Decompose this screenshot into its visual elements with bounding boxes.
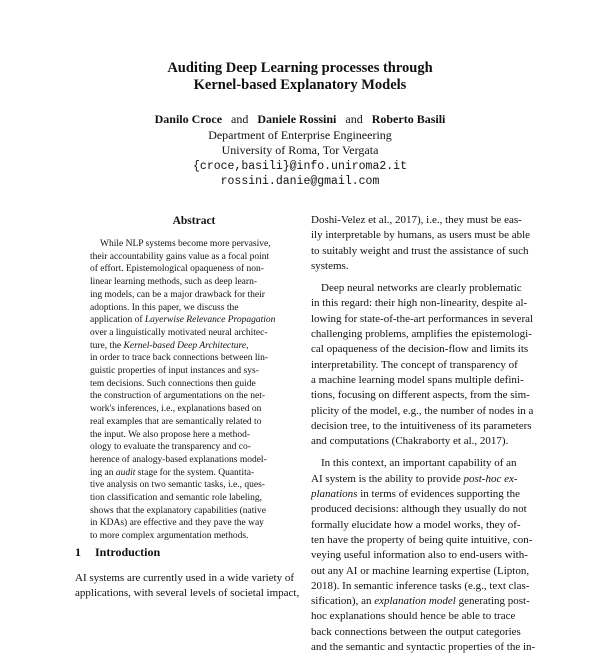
term-audit: audit — [115, 467, 136, 478]
abstract-line: ing models, can be a major drawback for their — [90, 289, 265, 300]
abstract-line: in order to trace back connections between lin- — [90, 353, 269, 364]
abstract-line: the input. We also propose here a method- — [90, 429, 250, 440]
text-line: in this regard: their high non-linearity, despite al- — [311, 297, 528, 310]
text-line: formally elucidate how a model works, they of- — [311, 518, 521, 531]
abstract-text: ture, the — [90, 340, 124, 351]
text-segment: generating post- — [455, 595, 530, 608]
author-conjunction: and — [231, 112, 249, 126]
abstract-line: to more complex argumentation methods. — [90, 531, 249, 542]
affiliation-department: Department of Enterprise Engineering — [208, 127, 392, 142]
abstract-line: work's inferences, i.e., explanations based on — [90, 404, 262, 415]
term-post-hoc: post-hoc ex- — [463, 472, 518, 485]
term-explanation-model: explanation model — [374, 595, 456, 608]
paragraph — [311, 213, 537, 274]
intro-line: AI systems are currently used in a wide variety of — [75, 572, 295, 584]
text-segment: in terms of evidences supporting the — [357, 488, 520, 501]
abstract-line: linear learning methods, such as deep learn- — [90, 277, 257, 288]
text-line: In this context, an important capability of an — [321, 457, 517, 470]
text-line — [311, 594, 537, 609]
email-rossini: rossini.danie@gmail.com — [220, 175, 380, 188]
text-line: challenging problems, amplifies the epistemologi- — [311, 328, 532, 341]
text-segment: sification), an — [311, 595, 375, 608]
abstract-line — [90, 467, 300, 480]
section-title: Introduction — [95, 545, 161, 559]
author-croce: Danilo Croce — [154, 112, 223, 126]
section-number: 1 — [75, 545, 81, 559]
text-line: veying useful information also to end-users with- — [311, 549, 528, 562]
text-line — [311, 472, 537, 487]
abstract-line: of effort. Epistemological opaqueness of non- — [90, 264, 264, 275]
abstract-line: herence of analogy-based explanations model- — [90, 454, 267, 465]
text-line: ten have the property of being quite intuitive, con- — [311, 533, 533, 546]
text-line — [311, 487, 537, 502]
text-line: Deep neural networks are clearly problematic — [321, 282, 522, 295]
text-line: tions, focusing on different aspects, from the sim- — [311, 389, 530, 402]
text-line: interpretability. The concept of transparency of — [311, 358, 518, 371]
paper-title — [0, 60, 600, 94]
text-line: decision tree, to the intuitiveness of its parameters — [311, 419, 532, 432]
abstract-line: adoptions. In this paper, we discuss the — [90, 302, 239, 313]
text-line: lowing for state-of-the-art performances in several — [311, 312, 534, 325]
abstract-heading: Abstract — [172, 215, 216, 227]
abstract-line: tion classification and semantic role labeling, — [90, 493, 263, 504]
abstract-line: tive analysis on two semantic tasks, i.e., ques- — [90, 480, 265, 491]
paragraph — [311, 456, 537, 655]
text-segment: AI system is the ability to provide — [311, 472, 464, 485]
abstract-body — [90, 238, 300, 543]
abstract-line — [90, 340, 300, 353]
text-line: out any AI or machine learning expertise (Lipton, — [311, 564, 530, 577]
abstract-line: guistic properties of input instances and sys- — [90, 366, 259, 377]
abstract-line: over a linguistically motivated neural architec- — [90, 327, 268, 338]
text-line: and the semantic and syntactic properties of the in- — [311, 641, 536, 654]
term-kda: Kernel-based Deep Architecture — [123, 340, 247, 351]
abstract-line: While NLP systems become more pervasive, — [100, 239, 271, 249]
abstract-line: in KDAs) are effective and they pave the way — [90, 518, 264, 529]
intro-line: applications, with several levels of societal impact, — [75, 587, 300, 599]
paragraph — [311, 281, 537, 449]
text-line: Doshi-Velez et al., 2017), i.e., they must be eas- — [311, 214, 522, 226]
abstract-line: their accountability gains value as a focal point — [90, 251, 270, 262]
text-line: to suitably weight and trust the assistance of such — [311, 244, 529, 257]
abstract-text: application of — [90, 315, 145, 326]
author-conjunction: and — [345, 112, 363, 126]
abstract-line: the construction of argumentations on the net- — [90, 391, 266, 402]
text-line: ily interpretable by humans, as users must be able — [311, 229, 531, 242]
text-line: a machine learning model spans multiple defini- — [311, 373, 524, 386]
text-line: plicity of the model, e.g., the number of nodes in a — [311, 404, 534, 417]
text-line: and computations (Chakraborty et al., 2017). — [311, 435, 509, 448]
abstract-text: , — [246, 340, 249, 351]
text-line: hoc explanations should hence be able to trace — [311, 610, 516, 623]
abstract-line: tem decisions. Such connections then guide — [90, 378, 256, 389]
term-lrp: Layerwise Relevance Propagation — [144, 315, 276, 326]
abstract-line: ology to evaluate the transparency and co- — [90, 442, 251, 453]
author-basili: Roberto Basili — [371, 112, 446, 126]
affiliation-university: University of Roma, Tor Vergata — [221, 143, 379, 157]
abstract-text: ing an — [90, 467, 116, 478]
abstract-line: shows that the explanatory capabilities (native — [90, 505, 266, 516]
title-line-1: Auditing Deep Learning processes through — [167, 60, 433, 76]
author-block — [0, 112, 600, 190]
text-line: 2018). In semantic inference tasks (e.g., text clas- — [311, 579, 530, 592]
right-column — [311, 213, 537, 662]
title-line-2: Kernel-based Explanatory Models — [193, 77, 407, 93]
text-line: systems. — [311, 259, 349, 272]
abstract-line — [90, 314, 300, 327]
abstract-line: real examples that are semantically related to — [90, 416, 262, 427]
section-heading-introduction — [75, 545, 160, 560]
author-rossini: Daniele Rossini — [257, 112, 337, 126]
text-line: back connections between the output categories — [311, 625, 521, 638]
author-names — [0, 112, 600, 128]
term-post-hoc-cont: planations — [311, 488, 358, 501]
text-line: cal opaqueness of the decision-flow and limits its — [311, 343, 529, 356]
abstract-text: stage for the system. Quantita- — [137, 467, 255, 478]
introduction-body — [75, 571, 305, 601]
text-line: produced decisions: although they usually do not — [311, 503, 527, 516]
email-group: {croce,basili}@info.uniroma2.it — [193, 159, 407, 173]
